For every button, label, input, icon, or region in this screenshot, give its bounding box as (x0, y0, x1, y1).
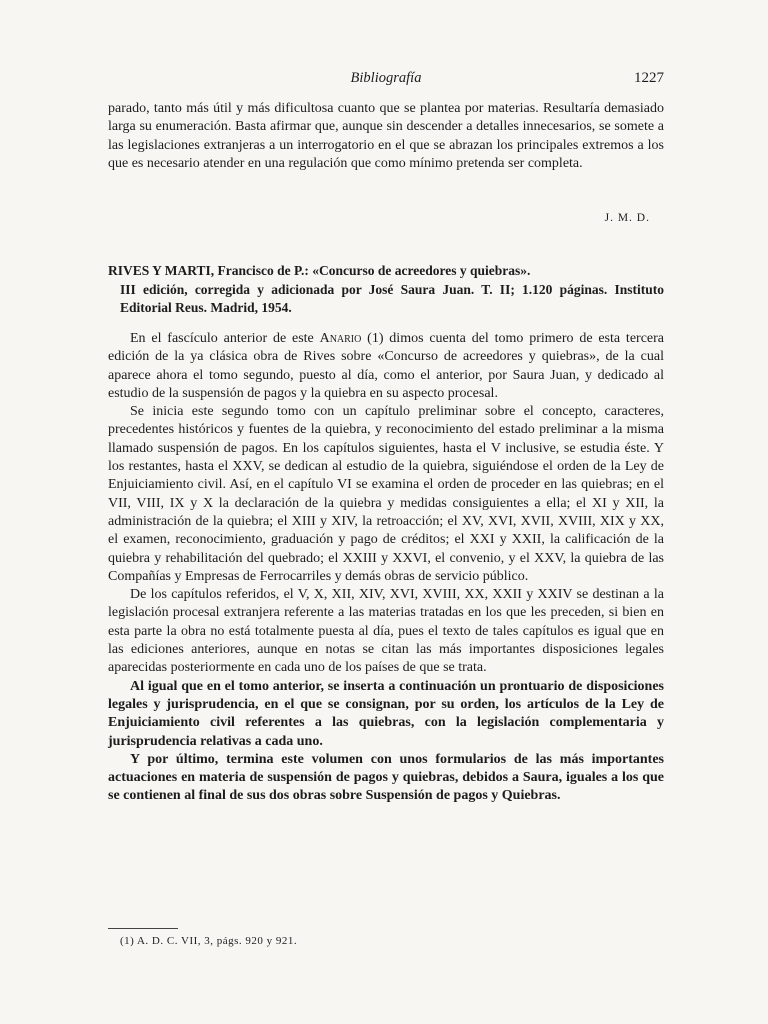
review-body (108, 330, 664, 806)
intro-paragraph: parado, tanto más útil y más dificultosa cuanto que se plantea por materias. Resultaría demasiado larga su enumeración. Basta afirmar que, aunque sin descender a detalles innecesarios, se somete a las legislaciones extranjeras a un interrogatorio en el que se abrazan los principales extremos a los que es necesario atender en una regulación que como mínimo pretenda ser completa. (108, 101, 664, 171)
footnote: (1) A. D. C. VII, 3, págs. 920 y 921. (120, 935, 298, 947)
review-paragraph-1 (108, 330, 664, 403)
header-title: Bibliografía (350, 70, 422, 86)
p1-after: (1) dimos cuenta del tomo primero de esta tercera edición de la ya clásica obra de Rives sobre «Concurso de acreedores y quiebras», de la cual aparece ahora el tomo segundo, puesto al día, como el anterior, por Saura Juan, y dedicado al estudio de la suspensión de pagos y la quiebra en su aspecto procesal. (108, 331, 664, 401)
footnote-rule (108, 928, 178, 929)
review-heading-line1: RIVES Y MARTI, Francisco de P.: «Concurso de acreedores y quiebras». (108, 263, 531, 278)
signature: J. M. D. (604, 212, 650, 224)
p1-before: En el fascículo anterior de este (130, 331, 320, 346)
review-heading-cont: III edición, corregida y adicionada por José Saura Juan. T. II; 1.120 páginas. Instituto Editorial Reus. Madrid, 1954. (120, 281, 664, 315)
running-header (108, 70, 664, 92)
page-number: 1227 (634, 70, 664, 86)
review-paragraph-2: Se inicia este segundo tomo con un capítulo preliminar sobre el concepto, caracteres, precedentes históricos y fuentes de la quiebra, y reconocimiento del estado preliminar a la misma llamado suspensión de pagos. En los capítulos siguientes, hasta el V inclusive, se estudia éste. Y los restantes, hasta el XXV, se dedican al estudio de la quiebra, siguiéndose el orden de la Ley de Enjuiciamiento civil. Así, en el capítulo VI se examina el orden de proceder en las quiebras; en el VII, VIII, IX y X la declaración de la quiebra y medidas consiguientes a ella; el XI y XII, la administración de la quiebra; el XIII y XIV, la retroacción; el XV, XVI, XVII, XVIII, XIX y XX, el examen, reconocimiento, graduación y pago de créditos; el XXI y XXII, la calificación de la quiebra y rehabilitación del quebrado; el XXIII y XXVI, el convenio, y el XXV, la quiebra de las Compañías y Empresas de Ferrocarriles y demás obras de servicio público. (108, 404, 664, 584)
document-page (108, 0, 664, 1024)
review-paragraph-3: De los capítulos referidos, el V, X, XII, XIV, XVI, XVIII, XX, XXII y XXIV se destinan a la legislación procesal extranjera referente a las materias tratadas en los que les preceden, si bien en esta parte la obra no está totalmente puesta al día, pues el texto de tales capítulos es igual que en las ediciones anteriores, aunque en notas se citan las más importantes disposiciones legales aparecidas posteriormente en cada uno de los países de que se trata. (108, 587, 664, 676)
p1-anuario: Anario (319, 331, 362, 346)
review-heading (108, 262, 664, 318)
review-paragraph-5: Y por último, termina este volumen con unos formularios de las más importantes actuaciones en materia de suspensión de pagos y quiebras, debidos a Saura, iguales a los que se contienen al final de sus dos obras sobre Suspensión de pagos y Quiebras. (108, 751, 664, 804)
review-paragraph-4: Al igual que en el tomo anterior, se inserta a continuación un prontuario de disposiciones legales y jurisprudencia, en el que se consignan, por su orden, los artículos de la Ley de Enjuiciamiento civil referentes a las quiebras, con la legislación complementaria y jurisprudencia relativas a cada uno. (108, 678, 664, 749)
